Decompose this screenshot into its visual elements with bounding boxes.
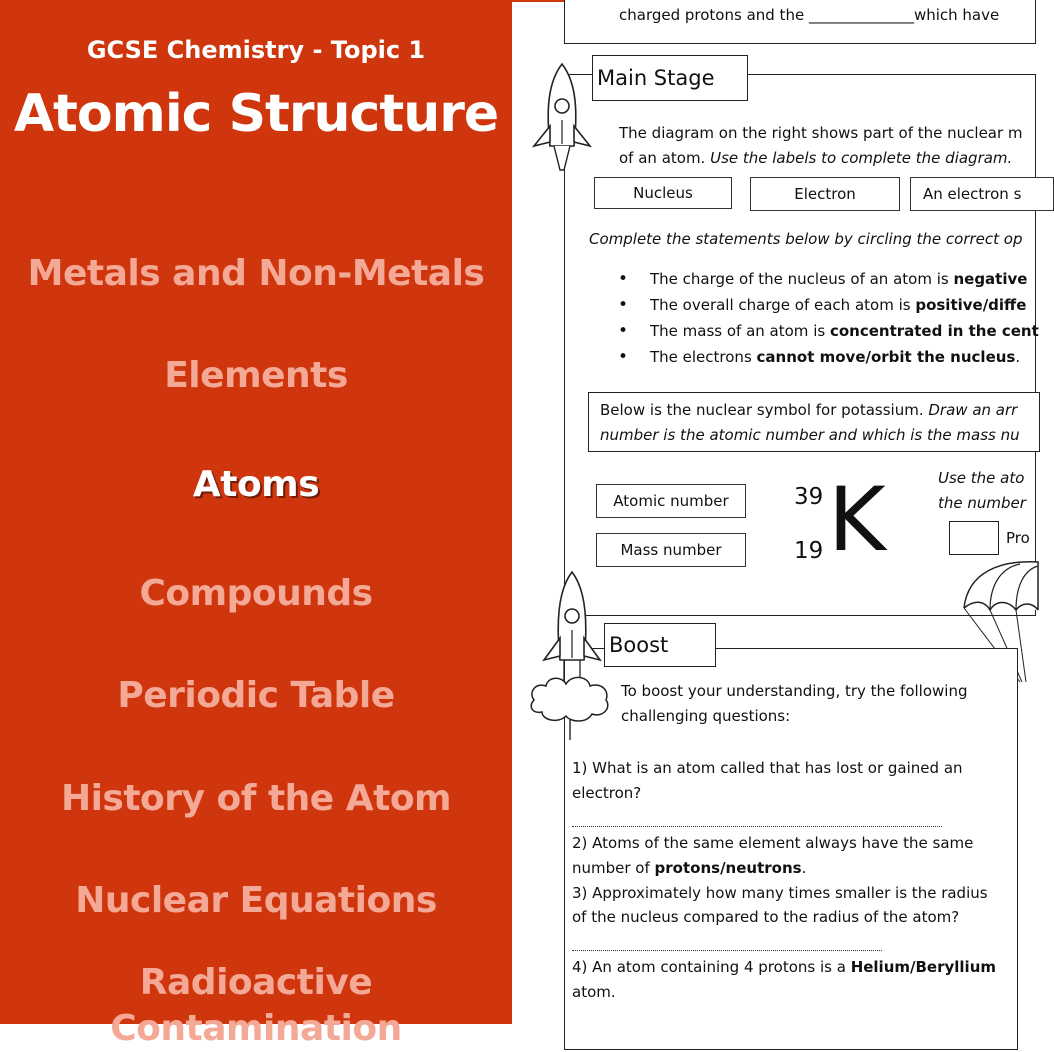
question-4-line1: 4) An atom containing 4 protons is a Helium/Beryllium [572, 958, 996, 976]
course-title: Atomic Structure [13, 84, 499, 144]
label-nucleus[interactable]: Nucleus [594, 177, 732, 209]
pro-fragment: Pro [1006, 529, 1030, 547]
label-mass-number[interactable]: Mass number [596, 533, 746, 567]
topic-metals-and-non-metals[interactable]: Metals and Non-Metals [27, 253, 485, 294]
label-electron-shell[interactable]: An electron s [910, 177, 1054, 211]
atomic-number-value: 19 [794, 538, 824, 564]
topic-atoms[interactable]: Atoms [192, 464, 320, 505]
boost-heading: Boost [604, 623, 716, 667]
topic-elements[interactable]: Elements [164, 355, 348, 396]
worksheet-preview [512, 0, 1039, 1024]
main-intro-line2: of an atom. Use the labels to complete the diagram. [619, 149, 1013, 167]
mass-number-value: 39 [794, 484, 824, 510]
answer-line-3[interactable] [572, 950, 882, 951]
answer-box-protons[interactable] [949, 521, 999, 555]
main-intro-line1: The diagram on the right shows part of the nuclear m [619, 124, 1023, 142]
rocket-icon [526, 60, 598, 190]
statement-1: • The charge of the nucleus of an atom is negative [598, 270, 1039, 296]
topic-compounds[interactable]: Compounds [139, 573, 373, 614]
circle-instruction: Complete the statements below by circling the correct op [589, 230, 1023, 248]
topic-radioactive-contamination[interactable]: Radioactive Contamination [110, 962, 402, 1049]
question-4-line2: atom. [572, 983, 616, 1001]
topic-nuclear-equations[interactable]: Nuclear Equations [75, 880, 437, 921]
use-line2: the number [938, 494, 1026, 512]
boost-intro-line1: To boost your understanding, try the following [621, 682, 968, 700]
statement-list [598, 270, 1039, 374]
question-2-line1: 2) Atoms of the same element always have the same [572, 834, 974, 852]
statement-3: • The mass of an atom is concentrated in the cent [598, 322, 1039, 348]
topic-panel [0, 0, 512, 1049]
label-electron[interactable]: Electron [750, 177, 900, 211]
statement-2: • The overall charge of each atom is positive/diffe [598, 296, 1039, 322]
symbol-box-line2: number is the atomic number and which is the mass nu [600, 426, 1020, 444]
answer-line-1[interactable] [572, 826, 942, 827]
question-3-line1: 3) Approximately how many times smaller is the radius [572, 884, 988, 902]
boost-intro-line2: challenging questions: [621, 707, 791, 725]
element-symbol: K [828, 468, 886, 571]
rocket-launch-icon [526, 568, 616, 744]
topic-periodic-table[interactable]: Periodic Table [117, 675, 395, 716]
question-3-line2: of the nucleus compared to the radius of the atom? [572, 908, 960, 926]
course-subtitle: GCSE Chemistry - Topic 1 [86, 36, 426, 64]
main-stage-heading: Main Stage [592, 55, 748, 101]
question-1-line1: 1) What is an atom called that has lost or gained an [572, 759, 963, 777]
question-2-line2: number of protons/neutrons. [572, 859, 807, 877]
topic-history-of-the-atom[interactable]: History of the Atom [60, 778, 452, 819]
statement-4: • The electrons cannot move/orbit the nucleus. [598, 348, 1039, 374]
symbol-box-line1: Below is the nuclear symbol for potassium. Draw an arr [600, 401, 1018, 419]
top-fragment-text: charged protons and the ______________which have [619, 6, 1000, 24]
label-atomic-number[interactable]: Atomic number [596, 484, 746, 518]
use-line1: Use the ato [938, 469, 1025, 487]
question-1-line2: electron? [572, 784, 642, 802]
